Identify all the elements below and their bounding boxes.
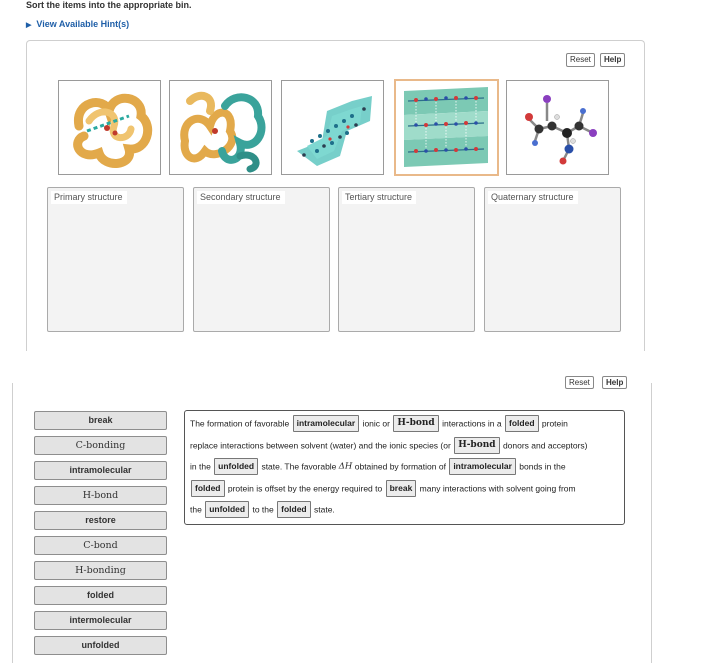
sentence-text: replace interactions between solvent (water) and the ionic species (or [190, 440, 451, 451]
beta-sheet-image [396, 81, 497, 174]
sentence-text: protein is offset by the energy required to [227, 483, 383, 494]
help-button-2[interactable]: Help [602, 376, 627, 389]
instructions: Sort the items into the appropriate bin. [26, 0, 192, 10]
bin-primary-structure[interactable] [47, 187, 184, 332]
tile-pleated-sheet[interactable] [281, 80, 384, 175]
blank-2[interactable]: H-bond [393, 415, 438, 432]
sentence-text: in the [190, 461, 211, 472]
tile-multi-subunit[interactable] [169, 80, 272, 175]
bin-tertiary-structure[interactable] [338, 187, 475, 332]
tile-amino-acid[interactable] [506, 80, 609, 175]
bin-label: Secondary structure [197, 191, 285, 204]
reset-button-2[interactable]: Reset [565, 376, 594, 389]
coiled-protein-image [59, 81, 162, 176]
blank-6[interactable]: intramolecular [449, 458, 516, 475]
word-chip-c-bonding[interactable]: C-bonding [34, 436, 167, 455]
help-button[interactable]: Help [600, 53, 625, 67]
bin-label: Primary structure [51, 191, 127, 204]
sentence-text: ionic or [362, 418, 390, 429]
word-chip-break[interactable]: break [34, 411, 167, 430]
word-chip-h-bond[interactable]: H-bond [34, 486, 167, 505]
sentence-text: The formation of favorable [190, 418, 290, 429]
blank-7[interactable]: folded [191, 480, 225, 497]
sentence-text: state. [314, 504, 335, 515]
caret-right-icon: ▶ [26, 22, 32, 29]
sentence-text: bonds in the [519, 461, 566, 472]
reset-button[interactable]: Reset [566, 53, 595, 67]
bin-quaternary-structure[interactable] [484, 187, 621, 332]
word-chip-unfolded[interactable]: unfolded [34, 636, 167, 655]
sentence-text: protein [541, 418, 568, 429]
bin-label: Quaternary structure [488, 191, 578, 204]
sentence-text: interactions in a [442, 418, 502, 429]
blank-5[interactable]: unfolded [214, 458, 258, 475]
sentence-text: donors and acceptors) [502, 440, 588, 451]
word-chip-restore[interactable]: restore [34, 511, 167, 530]
blank-10[interactable]: folded [277, 501, 311, 518]
bin-secondary-structure[interactable] [193, 187, 330, 332]
sentence-line-3 [190, 458, 566, 475]
word-chip-h-bonding[interactable]: H-bonding [34, 561, 167, 580]
word-chip-intramolecular[interactable]: intramolecular [34, 461, 167, 480]
hint-label: View Available Hint(s) [36, 19, 130, 29]
view-hints-link[interactable] [26, 19, 129, 29]
sentence-text: obtained by formation of [354, 461, 446, 472]
tile-coiled-protein[interactable] [58, 80, 161, 175]
blank-8[interactable]: break [386, 480, 417, 497]
sentence-line-5 [190, 501, 335, 518]
tile-beta-sheet[interactable] [394, 79, 499, 176]
bin-label: Tertiary structure [342, 191, 416, 204]
blank-9[interactable]: unfolded [205, 501, 249, 518]
word-chip-intermolecular[interactable]: intermolecular [34, 611, 167, 630]
word-chip-c-bond[interactable]: C-bond [34, 536, 167, 555]
sentence-text: to the [252, 504, 274, 515]
word-chip-folded[interactable]: folded [34, 586, 167, 605]
delta-h-symbol: ΔH [338, 461, 353, 472]
amino-acid-image [507, 81, 610, 176]
pleated-sheet-image [282, 81, 385, 176]
sentence-text: many interactions with solvent going from [419, 483, 576, 494]
blank-4[interactable]: H-bond [454, 437, 499, 454]
multi-subunit-image [170, 81, 273, 176]
sentence-text: state. The favorable [261, 461, 337, 472]
sentence-line-1 [190, 415, 568, 432]
blank-1[interactable]: intramolecular [293, 415, 360, 432]
blank-3[interactable]: folded [505, 415, 539, 432]
sentence-line-2 [190, 437, 588, 454]
sentence-text: the [190, 504, 202, 515]
sentence-line-4 [190, 480, 576, 497]
